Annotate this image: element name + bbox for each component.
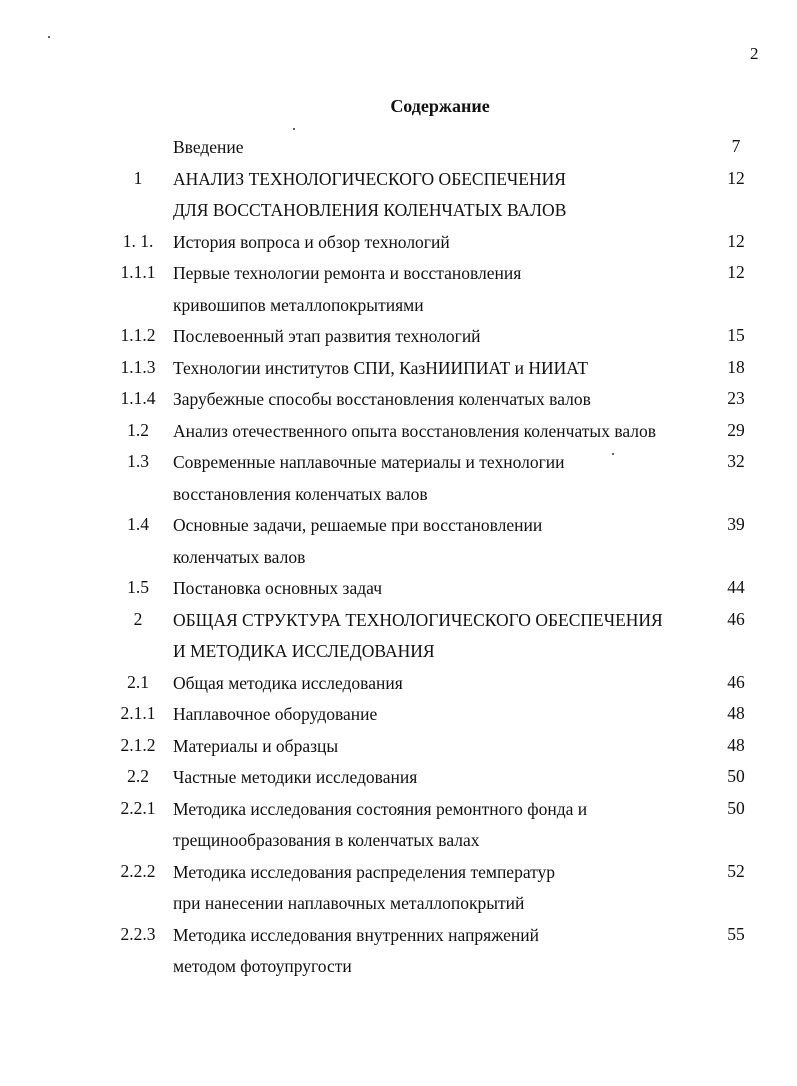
toc-entry-page: 52 [727, 860, 745, 881]
toc-entry-page: 32 [727, 451, 745, 471]
scan-speck [612, 453, 614, 455]
toc-entry-title-line: Основные задачи, решаемые при восстановлении [173, 515, 543, 535]
toc-entry-title-line: Методика исследования состояния ремонтного фонда и [173, 798, 588, 819]
toc-entry-title [173, 388, 718, 420]
toc-entry-page: 46 [727, 671, 745, 692]
toc-entry-title [173, 798, 718, 861]
toc-entry-page: 50 [727, 766, 745, 786]
toc-entry-title-line: коленчатых валов [173, 546, 306, 567]
toc-entry-number: 2 [133, 608, 143, 629]
toc-entry-page: 12 [727, 167, 745, 188]
toc-entry-title [173, 514, 718, 577]
page-title: Содержание [390, 96, 490, 116]
toc-entry-page: 23 [727, 388, 745, 408]
toc-entry-page: 12 [727, 230, 745, 251]
toc-entry-number: 2.2.1 [120, 797, 156, 818]
toc-entry-title [173, 136, 718, 168]
toc-entry-number: 2.1.2 [120, 734, 156, 755]
toc-entry-title [173, 262, 718, 325]
toc-entry-title-line: Частные методики исследования [173, 767, 418, 787]
toc-entry-title-line: ОБЩАЯ СТРУКТУРА ТЕХНОЛОГИЧЕСКОГО ОБЕСПЕЧЕНИЯ [173, 609, 663, 630]
toc-entry-page: 7 [731, 136, 741, 156]
scan-speck [48, 36, 50, 38]
toc-entry-title-line: Анализ отечественного опыта восстановления коленчатых валов [173, 420, 657, 441]
toc-entry-number: 2.1 [127, 671, 149, 692]
toc-entry-title-line: История вопроса и обзор технологий [173, 231, 450, 252]
toc-entry-title [173, 168, 718, 231]
toc-entry-title [173, 703, 718, 735]
toc-entry-number: 1.1.4 [120, 388, 156, 408]
toc-entry-number: 1.1.3 [120, 356, 156, 377]
toc-entry-number: 1 [133, 167, 143, 188]
toc-entry-number: 1.3 [127, 451, 149, 471]
toc-entry-title-line: при нанесении наплавочных металлопокрытий [173, 893, 525, 913]
toc-entry-title [173, 735, 718, 767]
toc-entry-page: 46 [727, 608, 745, 629]
toc-entry-title [173, 577, 718, 609]
toc-entry-title-line: Методика исследования внутренних напряжений [173, 924, 539, 945]
toc-entry-number: 1. 1. [122, 230, 154, 251]
toc-entry-page: 29 [727, 419, 745, 440]
toc-entry-title-line: Зарубежные способы восстановления коленчатых валов [173, 389, 591, 409]
scan-speck [293, 128, 295, 130]
toc-entry-title-line: Введение [173, 137, 244, 157]
toc-entry-title [173, 861, 718, 924]
toc-entry-page: 48 [727, 734, 745, 755]
toc-entry-title [173, 325, 718, 357]
toc-entry-title-line: Постановка основных задач [173, 578, 383, 598]
toc-entry-title-line: АНАЛИЗ ТЕХНОЛОГИЧЕСКОГО ОБЕСПЕЧЕНИЯ [173, 168, 566, 189]
toc-entry-title-line: Наплавочное оборудование [173, 704, 378, 724]
toc-entry-title-line: методом фотоупругости [173, 956, 352, 976]
toc-entry-number: 1.4 [127, 514, 149, 534]
toc-entry-number: 2.2 [127, 766, 149, 786]
toc-entry-page: 12 [727, 262, 745, 282]
toc-entry-title [173, 672, 718, 704]
toc-entry-title [173, 609, 718, 672]
toc-entry-page: 44 [727, 577, 745, 597]
toc-entry-page: 18 [727, 356, 745, 377]
toc-entry-title-line: Общая методика исследования [173, 672, 403, 693]
toc-entry-number: 2.2.3 [120, 923, 156, 944]
toc-entry-number: 1.1.1 [120, 262, 156, 282]
toc-entry-title-line: Методика исследования распределения температур [173, 861, 556, 882]
toc-entry-title-line: ДЛЯ ВОССТАНОВЛЕНИЯ КОЛЕНЧАТЫХ ВАЛОВ [173, 200, 567, 220]
toc-entry-number: 1.5 [127, 577, 149, 597]
toc-entry-title [173, 766, 718, 798]
toc-entry-page: 39 [727, 514, 745, 534]
toc-entry-number: 1.1.2 [120, 325, 156, 345]
toc-entry-number: 2.2.2 [120, 860, 156, 881]
toc-entry-page: 55 [727, 923, 745, 944]
toc-entry-title [173, 357, 718, 389]
toc-entry-title-line: Современные наплавочные материалы и технологии [173, 452, 565, 472]
page-number: 2 [750, 44, 759, 63]
toc-entry-page: 48 [727, 703, 745, 723]
toc-entry-title [173, 231, 718, 263]
toc-entry-title [173, 924, 718, 987]
toc-entry-title-line: восстановления коленчатых валов [173, 483, 428, 504]
toc-entry-title-line: Послевоенный этап развития технологий [173, 326, 481, 346]
toc-entry-title-line: И МЕТОДИКА ИССЛЕДОВАНИЯ [173, 641, 435, 661]
toc-entry-title [173, 451, 718, 514]
toc-entry-title-line: кривошипов металлопокрытиями [173, 294, 424, 315]
toc-entry-title-line: Материалы и образцы [173, 735, 339, 756]
toc-entry-number: 2.1.1 [120, 703, 156, 723]
toc-entry-number: 1.2 [127, 419, 149, 440]
toc-entry-page: 50 [727, 797, 745, 818]
toc-entry-title-line: Технологии институтов СПИ, КазНИИПИАТ и НИИАТ [173, 357, 589, 378]
toc-entry-title-line: Первые технологии ремонта и восстановления [173, 263, 522, 283]
toc-entry-title-line: трещинообразования в коленчатых валах [173, 830, 480, 850]
toc-entry-page: 15 [727, 325, 745, 345]
toc-entry-title [173, 420, 718, 452]
